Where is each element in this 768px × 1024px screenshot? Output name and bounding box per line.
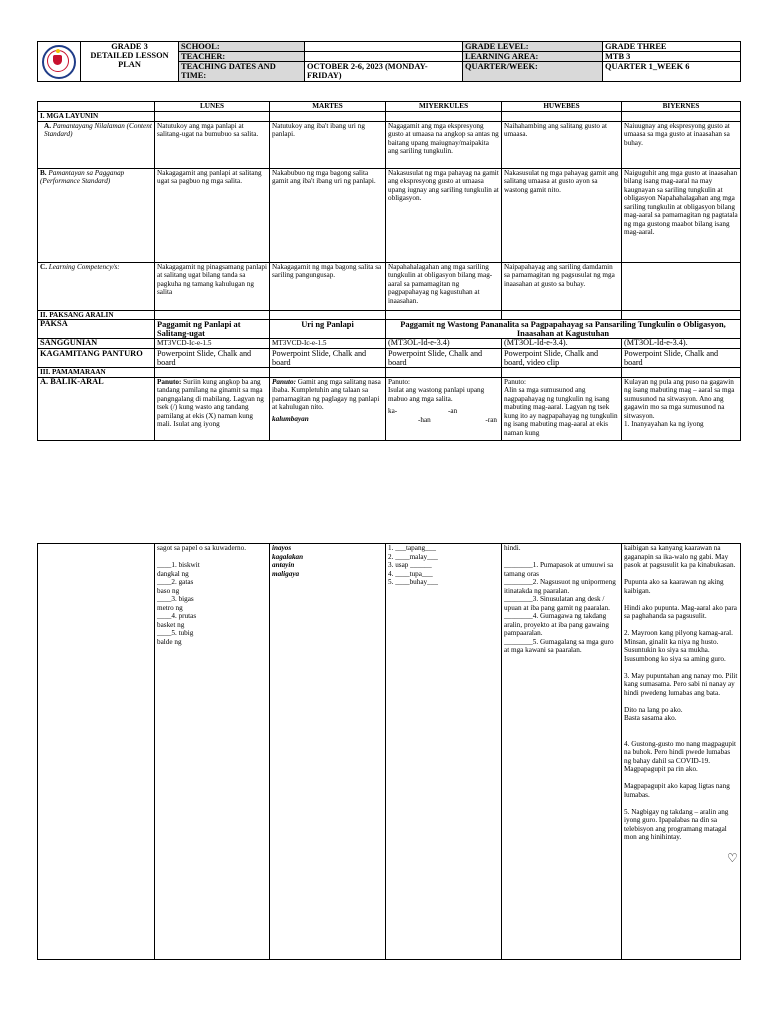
teacher-label: TEACHER: [179,52,305,62]
balik-aral-lunes [155,377,270,440]
competency-martes: Nakagagamit ng mga bagong salita sa sariling pangungusap. [270,262,386,310]
competency-biyernes [622,262,741,310]
content-lunes: Natutukoy ang mga panlapi at salitang-ugat na bumubuo sa salita. [155,121,270,168]
affix-ka: ka- [388,407,398,415]
plan-title-cell [81,42,179,82]
day-header-martes: MARTES [270,102,386,112]
main-table [37,101,741,441]
sanggunian-lunes: MT3VCD-Ic-e-1.5 [155,339,270,349]
performance-biyernes: Naiguguhit ang mga gusto at inaasahan bilang isang mag-aaral na may kaugnayan sa sariling tungkulin at obligasyon Napahahalagahan ang mga sariling tungkulin at obligasyon bilang mag-aaral sa pamamagitan ng pagtatala ng mga gustong maabot bilang isang mag-aaral. [622,168,741,262]
school-label: SCHOOL: [179,42,305,52]
performance-miyerkules: Nakasusulat ng mga pahayag na gamit ang ekspresyong gusto at umaasa upang iugnay ang sariling tungkulin at obligasyon. [386,168,502,262]
continuation-label-cell [38,544,155,960]
grade-title: GRADE 3 [111,42,148,51]
martes-word: kalumbayan [272,414,309,423]
sanggunian-martes: MT3VCD-Ic-e-1.5 [270,339,386,349]
kagamitang-miyerkules: Powerpoint Slide, Chalk and board [386,349,502,368]
logo-cell [38,42,81,82]
affix-ran: -ran [485,416,497,424]
plan-title: DETAILED LESSON PLAN [90,51,169,69]
content-miyerkules: Nagagamit ang mga ekspresyong gusto at umaasa na angkop sa antas ng baitang upang maiugnay/maipakita ang sariling tungkulin. [386,121,502,168]
balik-aral-biyernes: Kulayan ng pula ang puso na gagawin ng isang mabuting mag – aaral sa mga sumusunod na sitwasyon. Ano ang gagawin mo sa mga sumusunod na sitwasyon. 1. Inanyayahan ka ng iyong [622,377,741,440]
balik-aral-huwebes: Panuto: Alin sa mga sumusunod ang nagpapahayag ng tungkulin ng isang mabuting mag-aaral. Lagyan ng tsek kung ito ay nagpapahayag ng tungkulin ng isang mabuting mag-aaral at ekis naman kung [502,377,622,440]
paksa-martes: Uri ng Panlapi [270,320,386,339]
quarter-label: QUARTER/WEEK: [463,62,603,82]
balik-aral-label: A. BALIK-ARAL [38,377,155,440]
competency-label: Learning Competency/s: [48,262,120,271]
competency-huwebes: Naipapahayag ang sariling damdamin sa pamamagitan ng pagsusulat ng mga inaasahan at gusto sa buhay. [502,262,622,310]
deped-seal-icon [42,45,76,79]
content-standard-label: Pamantayang Nilalaman (Content Standard) [44,121,152,138]
paksa-rest: Paggamit ng Wastong Pananalita sa Pagpapahayag sa Pansariling Tungkulin o Obligasyon, Inaasahan at Kagustuhan [386,320,741,339]
content-huwebes: Naihahambing ang salitang gusto at umaasa. [502,121,622,168]
balik-aral-martes [270,377,386,440]
continuation-miyerkules: 1. ___tapang___ 2. ____malay___ 3. usap ______ 4. ____tupa___ 5. ____buhay___ [386,544,502,960]
affix-han: -han [418,416,431,424]
kagamitang-biyernes: Powerpoint Slide, Chalk and board [622,349,741,368]
dates-value: OCTOBER 2-6, 2023 (MONDAY-FRIDAY) [305,62,463,82]
quarter-value: QUARTER 1_WEEK 6 [603,62,741,82]
row-label-content [38,121,155,168]
header-table [37,41,741,82]
paksa-lunes: Paggamit ng Panlapi at Salitang-ugat [155,320,270,339]
kagamitang-huwebes: Powerpoint Slide, Chalk and board, video clip [502,349,622,368]
continuation-biyernes: kaibigan sa kanyang kaarawan na gaganapin sa ika-walo ng gabi. May pasok at pagsusulit ka pa kinabukasan. Pupunta ako sa kaarawan ng aking kaibigan. Hindi ako pupunta. Mag-aaral ako para sa paghahanda sa pagsusulit. 2. Mayroon kang pilyong kamag-aral. Minsan, ginalit ka niya ng husto. Susuntukin ko siya sa mukha. Isusumbong ko siya sa aming guro. 3. May pupuntahan ang nanay mo. Pilit kang sumasama. Pero sabi ni nanay ay hindi pwedeng lumabas ang bata. Dito na lang po ako. Basta sasama ako. 4. Gustong-gusto mo nang magpagupit na buhok. Pero hindi pwede lumabas ng bahay dahil sa COVID-19. Magpapagupit pa rin ako. Magpapagupit ako kapag ligtas nang lumabas. 5. Nagbigay ng takdang – aralin ang iyong guro. Ipapalabas na din sa telebisyon ang programang matagal mon ang hinihintay. [622,544,741,960]
row-label-competency [38,262,155,310]
content-biyernes: Naiuugnay ang ekspresyong gusto at umaasa sa mga gusto at inaasahan sa buhay. [622,121,741,168]
row-letter-b: B. [40,168,47,177]
kagamitang-martes: Powerpoint Slide, Chalk and board [270,349,386,368]
martes-panuto-lead: Panuto: [272,377,296,386]
heart-icon: ♡ [727,851,738,865]
continuation-huwebes: hindi. ________1. Pumapasok at umuuwi sa tamang oras ________2. Nagsusuot ng unipormeng itinatakda ng paaralan. ________3. Sinusulatan ang desk / upuan at iba pang gamit ng paaralan. ________4. Gumagawa ng takdang aralin, proyekto at iba pang gawaing pampaaralan. ________5. Gumagalang sa mga guro at mga kawani sa paaralan. [502,544,622,960]
balik-aral-miyerkules [386,377,502,440]
miyerkules-panuto: Panuto: Isulat ang wastong panlapi upang mabuo ang mga salita. [388,377,485,403]
section-layunin: I. MGA LAYUNIN [38,112,155,122]
section-pamamaraan: III. PAMAMARAAN [38,368,155,378]
dates-label: TEACHING DATES AND TIME: [179,62,305,82]
kagamitang-lunes: Powerpoint Slide, Chalk and board [155,349,270,368]
performance-standard-label: Pamantayan sa Pagganap (Performance Standard) [40,168,125,185]
learning-area-value: MTB 3 [603,52,741,62]
grade-level-label: GRADE LEVEL: [463,42,603,52]
day-header-lunes: LUNES [155,102,270,112]
kagamitang-label: KAGAMITANG PANTURO [38,349,155,368]
affix-an: -an [448,407,458,415]
sanggunian-label: SANGGUNIAN [38,339,155,349]
row-letter-a: A. [44,121,51,130]
content-martes: Natutukoy ang iba't ibang uri ng panlapi. [270,121,386,168]
school-value [305,42,463,52]
row-label-performance [38,168,155,262]
lunes-panuto-lead: Panuto: [157,377,182,386]
paksa-label: PAKSA [38,320,155,339]
martes-panuto-text: Gamit ang mga salitang nasa ibaba. Kumpletuhin ang talaan sa pamamagitan ng paglagay ng panlapi at kahulugan nito. [272,377,381,411]
teacher-value [305,52,463,62]
sanggunian-miyerkules: (MT3OL-Id-e-3.4) [386,339,502,349]
day-header-huwebes: HUWEBES [502,102,622,112]
performance-huwebes: Nakasusulat ng mga pahayag gamit ang salitang umaasa at gusto ayon sa wastong gamit nito. [502,168,622,262]
competency-miyerkules: Napahahalagahan ang mga sariling tungkulin at obligasyon bilang mag-aaral sa pamamagitan ng pagpapahayag ng kagustuhan at inaasahan. [386,262,502,310]
sanggunian-biyernes: (MT3OL-Id-e-3.4). [622,339,741,349]
continuation-martes: inayos kagalakan antayin maligaya [270,544,386,960]
day-header-biyernes: BIYERNES [622,102,741,112]
performance-martes: Nakabubuo ng mga bagong salita gamit ang iba't ibang uri ng panlapi. [270,168,386,262]
day-header-miyerkules: MIYERKULES [386,102,502,112]
section-paksang-aralin: II. PAKSANG ARALIN [38,310,155,320]
continuation-lunes: sagot sa papel o sa kuwaderno. ____1. biskwit dangkal ng ____2. gatas baso ng ____3. bigas metro ng ____4. prutas basket ng ____5. tubig balde ng [155,544,270,960]
performance-lunes: Nakagagamit ang panlapi at salitang ugat sa pagbuo ng mga salita. [155,168,270,262]
sanggunian-huwebes: (MT3OL-Id-e-3.4). [502,339,622,349]
continuation-table [37,543,741,960]
learning-area-label: LEARNING AREA: [463,52,603,62]
row-letter-c: C. [40,262,47,271]
lunes-panuto-text: Suriin kung angkop ba ang tandang pamilang na ginamit sa mga pangngalang di mabilang. Lagyan ng tsek (/) kung wasto ang tandang pamilang at ekis (X) naman kung mali. Isulat ang iyong [157,377,264,428]
grade-level-value: GRADE THREE [603,42,741,52]
competency-lunes: Nakagagamit ng pinagsamang panlapi at salitang ugat bilang tanda sa pagkuha ng tamang kahulugan ng salita [155,262,270,310]
